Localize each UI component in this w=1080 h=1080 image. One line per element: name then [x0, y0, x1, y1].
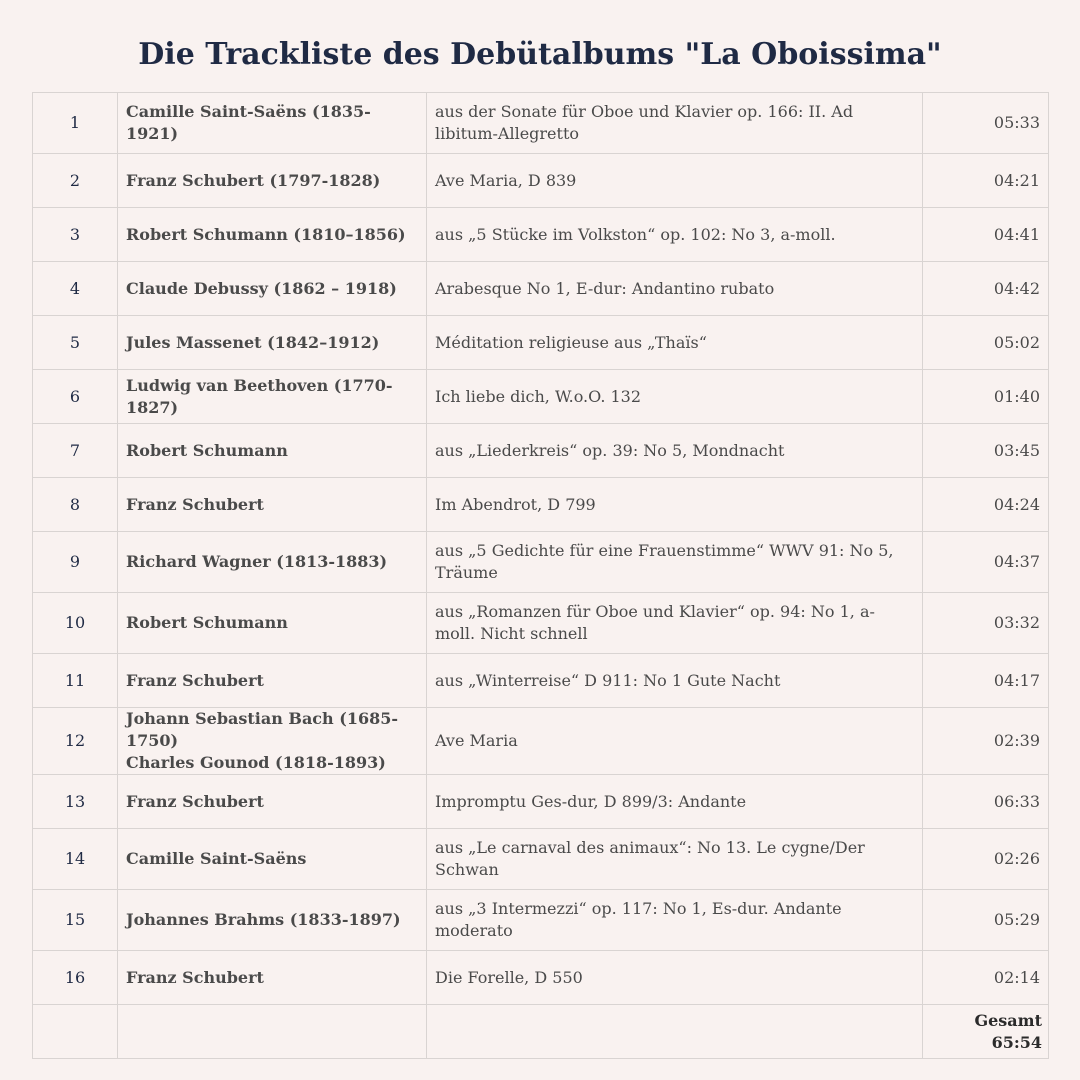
track-row — [33, 829, 1049, 890]
composer-name: Charles Gounod (1818-1893) — [126, 753, 386, 772]
empty-cell — [427, 1005, 923, 1059]
track-number: 9 — [33, 532, 118, 593]
track-work: Arabesque No 1, E-dur: Andantino rubato — [427, 262, 923, 316]
track-composer — [118, 775, 427, 829]
track-duration: 05:33 — [923, 93, 1049, 154]
track-duration: 06:33 — [923, 775, 1049, 829]
track-number: 1 — [33, 93, 118, 154]
composer-name: Franz Schubert — [126, 494, 264, 514]
composer-name: Franz Schubert — [126, 791, 264, 811]
composer-name: Camille Saint-Saëns (1835-1921) — [126, 102, 371, 143]
composer-name: Franz Schubert — [126, 670, 264, 690]
track-work: aus „5 Gedichte für eine Frauenstimme“ WWV 91: No 5, Träume — [427, 532, 923, 593]
track-work: Ave Maria, D 839 — [427, 154, 923, 208]
track-work: aus „Winterreise“ D 911: No 1 Gute Nacht — [427, 654, 923, 708]
track-row — [33, 208, 1049, 262]
track-number: 13 — [33, 775, 118, 829]
empty-cell — [33, 1005, 118, 1059]
track-row — [33, 93, 1049, 154]
track-row — [33, 708, 1049, 775]
track-composer — [118, 262, 427, 316]
composer-name: Camille Saint-Saëns — [126, 849, 307, 868]
track-work: aus „5 Stücke im Volkston“ op. 102: No 3, a-moll. — [427, 208, 923, 262]
track-duration: 05:29 — [923, 890, 1049, 951]
composer-name: Claude Debussy (1862 – 1918) — [126, 278, 397, 298]
track-duration: 04:41 — [923, 208, 1049, 262]
track-duration: 03:32 — [923, 593, 1049, 654]
track-work: aus „Le carnaval des animaux“: No 13. Le cygne/Der Schwan — [427, 829, 923, 890]
track-composer — [118, 316, 427, 370]
track-composer — [118, 951, 427, 1005]
track-composer — [118, 424, 427, 478]
track-duration: 04:37 — [923, 532, 1049, 593]
track-duration: 04:21 — [923, 154, 1049, 208]
track-row — [33, 424, 1049, 478]
track-duration: 04:42 — [923, 262, 1049, 316]
composer-name: Johann Sebastian Bach (1685-1750) — [126, 709, 398, 750]
page-title: Die Trackliste des Debütalbums "La Oboissima" — [138, 37, 942, 72]
track-row — [33, 775, 1049, 829]
track-row — [33, 154, 1049, 208]
track-work: Méditation religieuse aus „Thaïs“ — [427, 316, 923, 370]
track-composer — [118, 829, 427, 890]
track-duration: 05:02 — [923, 316, 1049, 370]
empty-cell — [118, 1005, 427, 1059]
track-composer — [118, 890, 427, 951]
track-work: aus „3 Intermezzi“ op. 117: No 1, Es-dur. Andante moderato — [427, 890, 923, 951]
track-composer — [118, 93, 427, 154]
track-number: 8 — [33, 478, 118, 532]
track-composer — [118, 593, 427, 654]
track-number: 11 — [33, 654, 118, 708]
track-row — [33, 654, 1049, 708]
track-composer — [118, 154, 427, 208]
total-duration: Gesamt 65:54 — [923, 1005, 1049, 1059]
track-number: 16 — [33, 951, 118, 1005]
track-duration: 01:40 — [923, 370, 1049, 424]
track-work: aus „Liederkreis“ op. 39: No 5, Mondnacht — [427, 424, 923, 478]
track-number: 6 — [33, 370, 118, 424]
track-duration: 04:17 — [923, 654, 1049, 708]
track-number: 14 — [33, 829, 118, 890]
track-duration: 03:45 — [923, 424, 1049, 478]
track-number: 15 — [33, 890, 118, 951]
track-number: 2 — [33, 154, 118, 208]
composer-name: Ludwig van Beethoven (1770-1827) — [126, 375, 393, 417]
track-composer — [118, 478, 427, 532]
composer-name: Jules Massenet (1842–1912) — [126, 332, 380, 352]
composer-name: Robert Schumann (1810–1856) — [126, 224, 406, 244]
track-work: Ich liebe dich, W.o.O. 132 — [427, 370, 923, 424]
track-number: 5 — [33, 316, 118, 370]
track-number: 10 — [33, 593, 118, 654]
track-work: Die Forelle, D 550 — [427, 951, 923, 1005]
track-duration: 02:26 — [923, 829, 1049, 890]
track-number: 4 — [33, 262, 118, 316]
track-duration: 02:39 — [923, 708, 1049, 775]
track-composer — [118, 370, 427, 424]
track-composer — [118, 708, 427, 775]
composer-name: Robert Schumann — [126, 440, 288, 460]
composer-name: Robert Schumann — [126, 613, 288, 632]
track-row — [33, 951, 1049, 1005]
track-composer — [118, 532, 427, 593]
track-composer — [118, 208, 427, 262]
track-number: 7 — [33, 424, 118, 478]
track-work: Im Abendrot, D 799 — [427, 478, 923, 532]
track-work: aus „Romanzen für Oboe und Klavier“ op. 94: No 1, a-moll. Nicht schnell — [427, 593, 923, 654]
track-duration: 04:24 — [923, 478, 1049, 532]
composer-name: Richard Wagner (1813-1883) — [126, 552, 388, 571]
track-row — [33, 478, 1049, 532]
track-row — [33, 593, 1049, 654]
total-row — [33, 1005, 1049, 1059]
track-row — [33, 316, 1049, 370]
tracklist-body — [33, 93, 1049, 1059]
track-number: 3 — [33, 208, 118, 262]
track-number: 12 — [33, 708, 118, 775]
track-row — [33, 370, 1049, 424]
composer-name: Franz Schubert — [126, 967, 264, 987]
track-work: Impromptu Ges-dur, D 899/3: Andante — [427, 775, 923, 829]
track-row — [33, 890, 1049, 951]
track-composer — [118, 654, 427, 708]
track-duration: 02:14 — [923, 951, 1049, 1005]
track-work: aus der Sonate für Oboe und Klavier op. 166: II. Ad libitum-Allegretto — [427, 93, 923, 154]
track-row — [33, 262, 1049, 316]
tracklist-table — [32, 92, 1049, 1059]
track-work: Ave Maria — [427, 708, 923, 775]
composer-name: Franz Schubert (1797-1828) — [126, 170, 381, 190]
track-row — [33, 532, 1049, 593]
composer-name: Johannes Brahms (1833-1897) — [126, 910, 401, 929]
